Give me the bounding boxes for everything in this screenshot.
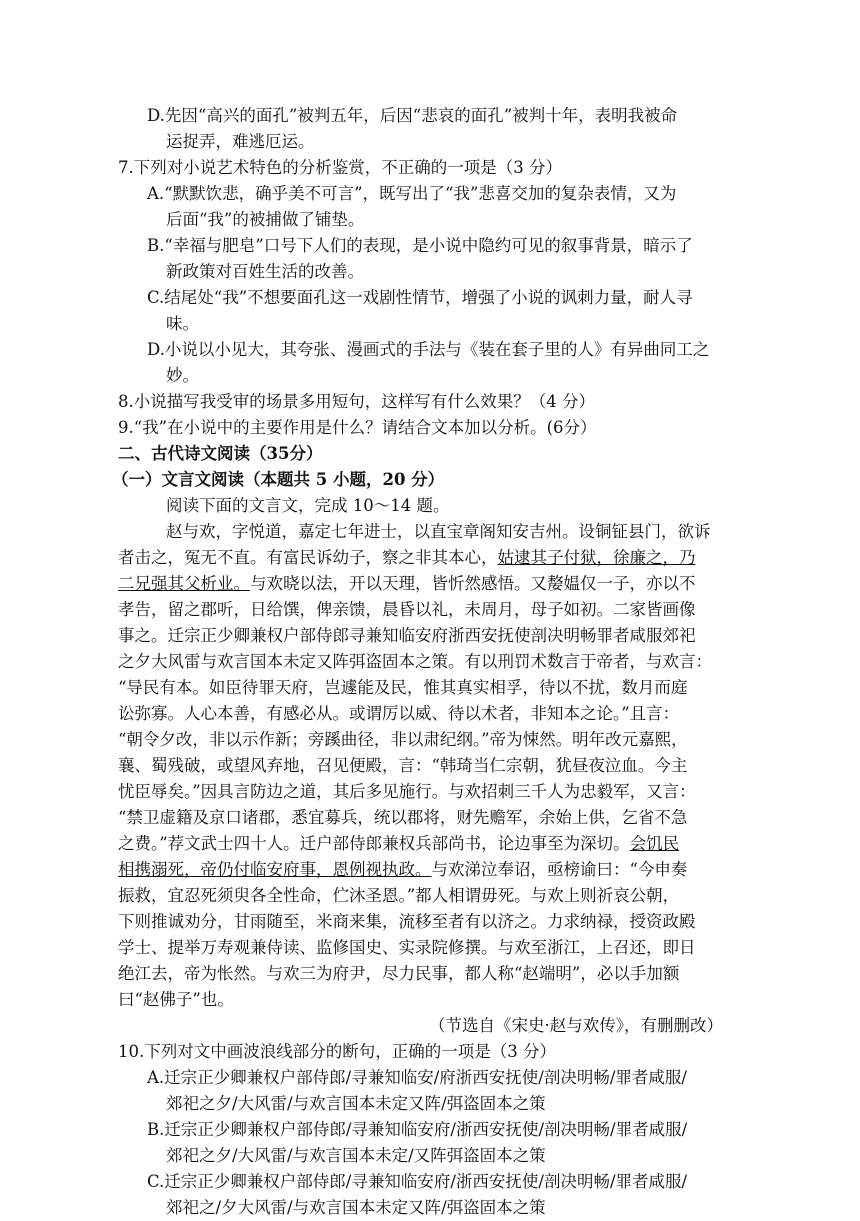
q6-option-d-line1: D.先因“高兴的面孔”被判五年，后因“悲哀的面孔”被判十年，表明我被命 — [147, 106, 678, 125]
q7-option-c-line1: C.结尾处“我”不想要面孔这一戏剧性情节，增强了小说的讽刺力量，耐人寻 — [147, 288, 693, 307]
passage-line: 振救，宜忍死须臾各全性命，伫沐圣恩。”都人相谓毋死。与欢上则祈哀公朝， — [118, 886, 680, 905]
passage-text: 与欢晓以法，开以天理，皆忻然感悟。又嫠媪仅一子，亦以不 — [250, 574, 696, 593]
reading-instruction: 阅读下面的文言文，完成 10～14 题。 — [166, 496, 450, 515]
q7-stem: 7.下列对小说艺术特色的分析鉴赏，不正确的一项是（3 分） — [118, 158, 562, 177]
passage-line: 赵与欢，字悦道，嘉定七年进士，以直宝章阁知安吉州。设铜钲县门，欲诉 — [166, 522, 711, 541]
q10-option-b-line2: 郊祀之夕/大风雷/与欢言国本未定/又阵弭盗固本之策 — [166, 1146, 546, 1165]
passage-line — [118, 857, 687, 883]
passage-source: （节选自《宋史·赵与欢传》，有删删改） — [429, 1016, 723, 1035]
passage-line: 襄、蜀残破，或望风弃地，召见便殿，言：“韩琦当仁宗朝，犹昼夜泣血。今主 — [118, 756, 688, 775]
q7-option-d-line1: D.小说以小见大，其夸张、漫画式的手法与《装在套子里的人》有异曲同工之 — [147, 340, 710, 359]
passage-line: 曰“赵佛子”也。 — [118, 990, 234, 1009]
passage-line: 事之。迁宗正少卿兼权户部侍郎寻兼知临安府浙西安抚使剖决明畅罪者咸服郊祀 — [118, 626, 696, 645]
passage-line — [118, 831, 679, 857]
q7-option-a-line2: 后面“我”的被捕做了铺垫。 — [166, 210, 365, 229]
q7-option-d-line2: 妙。 — [166, 366, 199, 385]
q7-option-b-line1: B.“幸福与肥皂”口号下人们的表现，是小说中隐约可见的叙事背景，暗示了 — [147, 236, 693, 255]
passage-line: 下则推诚劝分，甘雨随至，米商来集，流移至者有以济之。力求纳禄，授资政殿 — [118, 912, 696, 931]
passage-line — [118, 571, 696, 597]
underlined-sentence: 姑逮其子付狱，徐廉之，乃 — [497, 548, 696, 567]
q6-option-d-line2: 运捉弄，难逃厄运。 — [166, 132, 315, 151]
q10-stem: 10.下列对文中画波浪线部分的断句，正确的一项是（3 分） — [118, 1042, 556, 1061]
passage-text: 者击之，冤无不直。有富民诉幼子，察之非其本心， — [118, 548, 498, 567]
section-2-1-heading: （一）文言文阅读（本题共 5 小题，20 分） — [112, 470, 445, 489]
underlined-sentence: 相携溺死，帝仍付临安府事，恩例视执政。 — [118, 860, 432, 879]
passage-line: “禁卫虚籍及京口诸郡，悉宜募兵，统以郡将，财先赡军，余始上供，乞省不急 — [118, 808, 688, 827]
passage-line: 忧臣辱矣。”因具言防边之道，其后多见施行。与欢招刺三千人为忠毅军，又言： — [118, 782, 696, 801]
q8-stem: 8.小说描写我受审的场景多用短句，这样写有什么效果？（4 分） — [118, 392, 595, 411]
q10-option-c-line1: C.迁宗正少卿兼权户部侍郎/寻兼知临安府/浙西安抚使/剖决明畅/罪者咸服/ — [147, 1172, 688, 1191]
q7-option-b-line2: 新政策对百姓生活的改善。 — [166, 262, 364, 281]
underlined-sentence: 会饥民 — [629, 834, 680, 853]
q7-option-a-line1: A.“默默饮悲，确乎美不可言”，既写出了“我”悲喜交加的复杂表情，又为 — [147, 184, 677, 203]
passage-text: 与欢涕泣奉诏，亟榜谕曰：“今申奏 — [431, 860, 688, 879]
passage-line: 孝告，留之郡听，日给馔，俾亲馈，晨昏以礼，未周月，母子如初。二家皆画像 — [118, 600, 696, 619]
passage-text: 之费。”荐文武士四十人。迁户部侍郎兼权兵部尚书，论边事至为深切。 — [118, 834, 630, 853]
passage-line: 讼弥寡。人心本善，有感必从。或谓厉以威、待以术者，非知本之论。”且言： — [118, 704, 680, 723]
q10-option-a-line2: 郊祀之夕/大风雷/与欢言国本未定又阵/弭盗固本之策 — [166, 1094, 546, 1113]
underlined-sentence: 二兄强其父析业。 — [118, 574, 250, 593]
q10-option-c-line2: 郊祀之/夕大风雷/与欢言国本未定又阵/弭盗固本之策 — [166, 1198, 546, 1217]
passage-line: 之夕大风雷与欢言国本未定又阵弭盗固本之策。有以刑罚术数言于帝者，与欢言： — [118, 652, 712, 671]
section-2-heading: 二、古代诗文阅读（35分） — [118, 444, 323, 463]
q10-option-a-line1: A.迁宗正少卿兼权户部侍郎/寻兼知临安/府浙西安抚使/剖决明畅/罪者咸服/ — [147, 1068, 687, 1087]
passage-line — [118, 545, 696, 571]
q10-option-b-line1: B.迁宗正少卿兼权户部侍郎/寻兼知临安府/浙西安抚使/剖决明畅/罪者咸服/ — [147, 1120, 688, 1139]
passage-line: 学士、提举万寿观兼侍读、监修国史、实录院修撰。与欢至浙江，上召还，即日 — [118, 938, 696, 957]
q9-stem: 9.“我”在小说中的主要作用是什么？请结合文本加以分析。(6分） — [118, 418, 597, 437]
passage-line: 绝江去，帝为怅然。与欢三为府尹，尽力民事，都人称“赵端明”，必以手加额 — [118, 964, 680, 983]
passage-line: “朝令夕改，非以示作新；旁蹊曲径，非以肃纪纲。”帝为悚然。明年改元嘉熙， — [118, 730, 688, 749]
passage-line: “导民有本。如臣待罪天府，岂遽能及民，惟其真实相孚，待以不扰，数月而庭 — [118, 678, 688, 697]
q7-option-c-line2: 味。 — [166, 314, 199, 333]
